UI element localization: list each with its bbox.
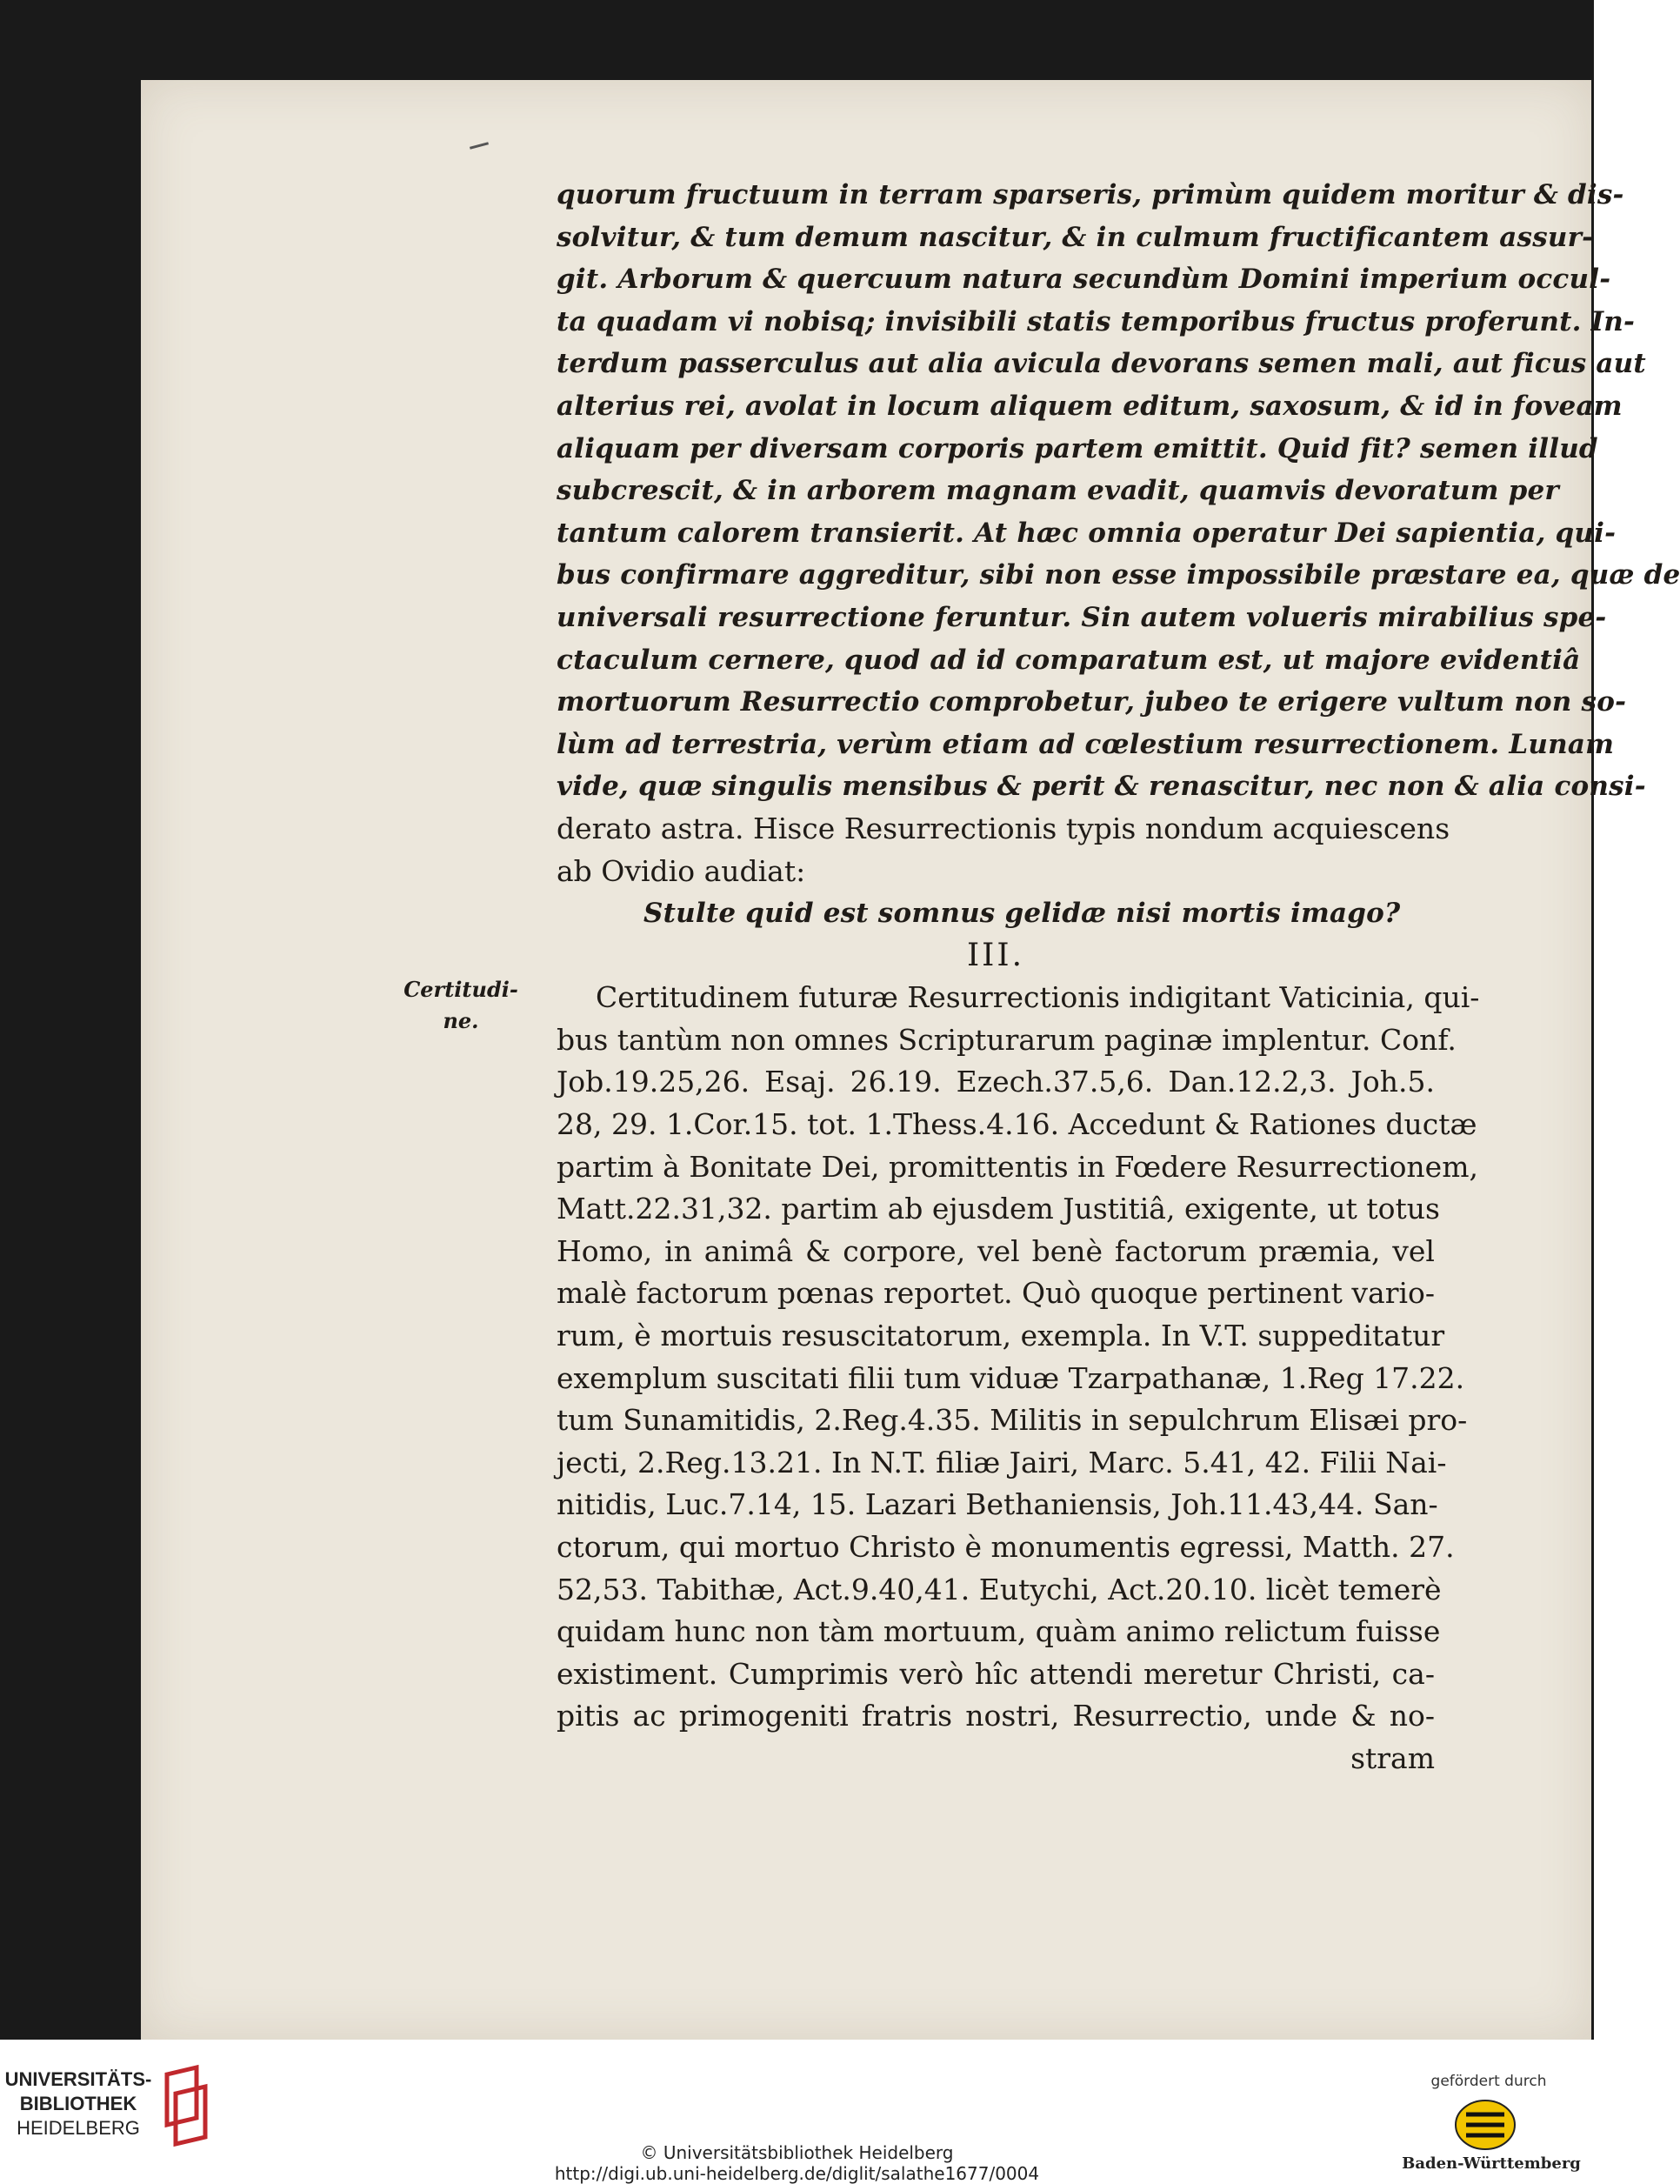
text-line: solvitur, & tum demum nascitur, & in culmum fructificantem assur- [557, 221, 1594, 253]
text-line: ctorum, qui mortuo Christo è monumentis egressi, Matth. 27. [557, 1530, 1455, 1564]
text-line: partim à Bonitate Dei, promittentis in Fœdere Resurrectionem, [557, 1149, 1478, 1184]
funding-name: Baden-Württemberg [1402, 2154, 1581, 2173]
footer-credits [0, 2142, 1594, 2184]
funding-label: gefördert durch [1430, 2073, 1547, 2090]
text-line: Matt.22.31,32. partim ab ejusdem Justitiâ, exigente, ut totus [557, 1192, 1440, 1226]
text-line: universali resurrectione feruntur. Sin autem volueris mirabilius spe- [557, 601, 1607, 633]
library-name-line-2: BIBLIOTHEK [19, 2093, 137, 2114]
text-line: jecti, 2.Reg.13.21. In N.T. filiæ Jairi, Marc. 5.41, 42. Filii Nai- [557, 1445, 1447, 1479]
text-line: derato astra. Hisce Resurrectionis typis nondum acquiescens [557, 811, 1450, 845]
baden-wuerttemberg-coat-of-arms-icon[interactable] [1454, 2099, 1517, 2151]
text-line: stram [1350, 1740, 1435, 1775]
text-line: 52,53. Tabithæ, Act.9.40,41. Eutychi, Act.20.10. licèt temerè [557, 1572, 1442, 1606]
text-line: quidam hunc non tàm mortuum, quàm animo relictum fuisse [557, 1614, 1441, 1649]
text-line: vide, quæ singulis mensibus & perit & renascitur, nec non & alia consi- [557, 771, 1646, 803]
text-line: malè factorum pœnas reportet. Quò quoque pertinent vario- [557, 1276, 1436, 1311]
text-line: alterius rei, avolat in locum aliquem editum, saxosum, & id in foveam [557, 390, 1623, 422]
library-logo-text[interactable] [0, 2067, 157, 2141]
text-line: 28, 29. 1.Cor.15. tot. 1.Thess.4.16. Accedunt & Rationes ductæ [557, 1107, 1477, 1142]
text-line: git. Arborum & quercuum natura secundùm Domini imperium occul- [557, 264, 1611, 296]
text-line: lùm ad terrestria, verùm etiam ad cœlestium resurrectionem. Lunam [557, 728, 1615, 760]
library-name-line-1: UNIVERSITÄTS- [4, 2068, 152, 2090]
text-line: bus tantùm non omnes Scripturarum paginæ implentur. Conf. [557, 1022, 1457, 1057]
text-line: subcrescit, & in arborem magnam evadit, quamvis devoratum per [557, 475, 1559, 507]
text-line: mortuorum Resurrectio comprobetur, jubeo te erigere vultum non so- [557, 686, 1627, 718]
source-url-link[interactable]: http://digi.ub.uni-heidelberg.de/diglit/salathe1677/0004 [554, 2163, 1040, 2184]
text-line: terdum passerculus aut alia avicula devorans semen mali, aut ficus aut [557, 348, 1646, 380]
text-line: ta quadam vi nobisq; invisibili statis temporibus fructus proferunt. In- [557, 305, 1636, 337]
library-name-line-3: HEIDELBERG [17, 2117, 140, 2139]
ub-heidelberg-logo-icon [162, 2066, 210, 2153]
text-line: bus confirmare aggreditur, sibi non esse impossibile præstare ea, quæ de [557, 559, 1680, 591]
margin-note: Certitudi-ne. [403, 977, 518, 1033]
copyright-text: © Universitätsbibliothek Heidelberg [640, 2142, 954, 2163]
text-line: ctaculum cernere, quod ad id comparatum est, ut majore evidentiâ [557, 644, 1581, 676]
text-line: existiment. Cumprimis verò hîc attendi meretur Christi, ca- [557, 1656, 1435, 1691]
text-line: III. [966, 937, 1025, 973]
text-line: quorum fructuum in terram sparseris, primùm quidem moritur & dis- [557, 179, 1624, 210]
page-body-text [557, 174, 1680, 1780]
text-line: ab Ovidio audiat: [557, 853, 806, 888]
text-line: nitidis, Luc.7.14, 15. Lazari Bethaniensis, Joh.11.43,44. San- [557, 1487, 1438, 1522]
text-line: Stulte quid est somnus gelidæ nisi mortis imago? [643, 898, 1401, 930]
text-line: rum, è mortuis resuscitatorum, exempla. In V.T. suppeditatur [557, 1319, 1445, 1353]
footer [0, 2040, 1594, 2184]
text-line: pitis ac primogeniti fratris nostri, Resurrectio, unde & no- [557, 1699, 1435, 1733]
text-line: exemplum suscitati filii tum viduæ Tzarpathanæ, 1.Reg 17.22. [557, 1360, 1465, 1395]
text-line: tum Sunamitidis, 2.Reg.4.35. Militis in sepulchrum Elisæi pro- [557, 1403, 1468, 1438]
text-line: Job.19.25,26. Esaj. 26.19. Ezech.37.5,6. Dan.12.2,3. Joh.5. [557, 1065, 1435, 1099]
text-line: aliquam per diversam corporis partem emittit. Quid fit? semen illud [557, 432, 1598, 464]
text-line: Certitudinem futuræ Resurrectionis indigitant Vaticinia, qui- [596, 980, 1480, 1015]
text-line: tantum calorem transierit. At hæc omnia operatur Dei sapientia, qui- [557, 517, 1617, 549]
text-line: Homo, in animâ & corpore, vel benè factorum præmia, vel [557, 1233, 1435, 1268]
